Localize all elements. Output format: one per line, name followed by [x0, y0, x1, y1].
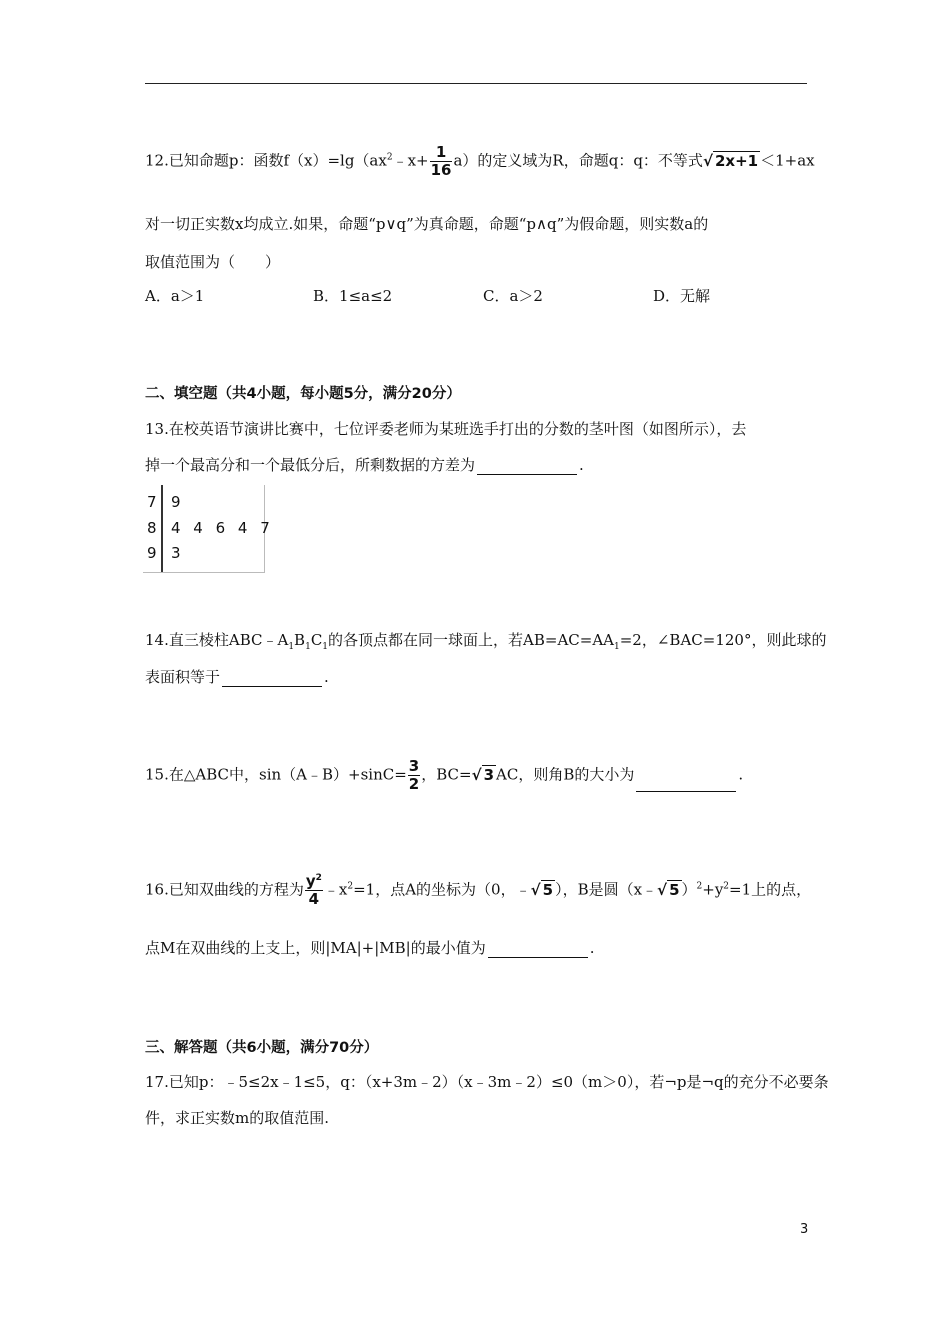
q13-line1: 13.在校英语节演讲比赛中，七位评委老师为某班选手打出的分数的茎叶图（如图所示），去 [145, 420, 747, 438]
q17-line2: 件，求正实数m的取值范围. [145, 1109, 329, 1127]
q12-option-b: B．1≤a≤2 [313, 287, 393, 305]
stem-leaf-row: 8 4 4 6 4 7 [147, 519, 274, 537]
q14-line2: 表面积等于 . [145, 668, 329, 686]
q15-line1: 15.在△ABC中，sin（A﹣B）+sinC= $\frac{3}{2}$ ，BC=√ 3 AC，则角B的大小为 . [145, 757, 744, 793]
header-rule [145, 83, 807, 84]
q16-line1: 16.已知双曲线的方程为 $\frac{y^2}{4}$ $﹣x^2=1$，点A的坐标为（0，﹣√ 5 ），B是圆（x﹣√ 5 ）$^2+y^2=1$上的点， [145, 872, 812, 908]
q17-line1: 17.已知p：﹣5≤2x﹣1≤5，q：（x+3m﹣2）（x﹣3m﹣2）≤0（m＞0），若¬p是¬q的充分不必要条 [145, 1073, 829, 1091]
fraction-1-16: $\frac{1}{16}$ [430, 143, 452, 179]
fraction-y2-4: $\frac{y^2}{4}$ [305, 872, 322, 908]
q13-line2: 掉一个最高分和一个最低分后，所剩数据的方差为 . [145, 456, 584, 474]
q12-line1: 12.已知命题p：函数$f(x)=\lg(ax^2﹣x+$ $\frac{1}{16}$ a）的定义域为R，命题q：q：不等式√ 2x+1 ＜1+ax [145, 143, 815, 179]
stem-leaf-plot [143, 485, 274, 573]
q12-line3: 取值范围为（ ） [145, 253, 281, 271]
fraction-3-2: $\frac{3}{2}$ [408, 757, 420, 793]
q14-line1: 14.直三棱柱$ABC﹣A_1B_1C_1$的各顶点都在同一球面上，若$AB=AC=AA_1=2$，∠BAC=120°，则此球的 [145, 631, 827, 652]
q12-option-c: C．a＞2 [483, 287, 543, 305]
answer-blank [222, 670, 322, 687]
section3-header: 三、解答题（共6小题，满分70分） [145, 1040, 379, 1056]
sqrt-2x-plus-1: √ 2x+1 [702, 151, 759, 170]
section2-header: 二、填空题（共4小题，每小题5分，满分20分） [145, 386, 461, 402]
page-number: 3 [800, 1222, 809, 1237]
answer-blank [477, 458, 577, 475]
q16-line2: 点M在双曲线的上支上，则|MA|+|MB|的最小值为 . [145, 939, 595, 957]
stem-leaf-row: 9 3 [147, 544, 185, 562]
stem-leaf-row: 7 9 [147, 493, 185, 511]
answer-blank [488, 941, 588, 958]
sqrt-5: √ 5 [657, 880, 680, 899]
sqrt-5: √ 5 [530, 880, 554, 899]
q12-line2: 对一切正实数x均成立.如果，命题“p∨q”为真命题，命题“p∧q”为假命题，则实数a的 [145, 215, 709, 233]
q12-option-a: A．a＞1 [145, 287, 205, 305]
sqrt-3: √ 3 [471, 765, 495, 784]
answer-blank [636, 775, 736, 792]
q12-option-d: D．无解 [653, 287, 711, 305]
